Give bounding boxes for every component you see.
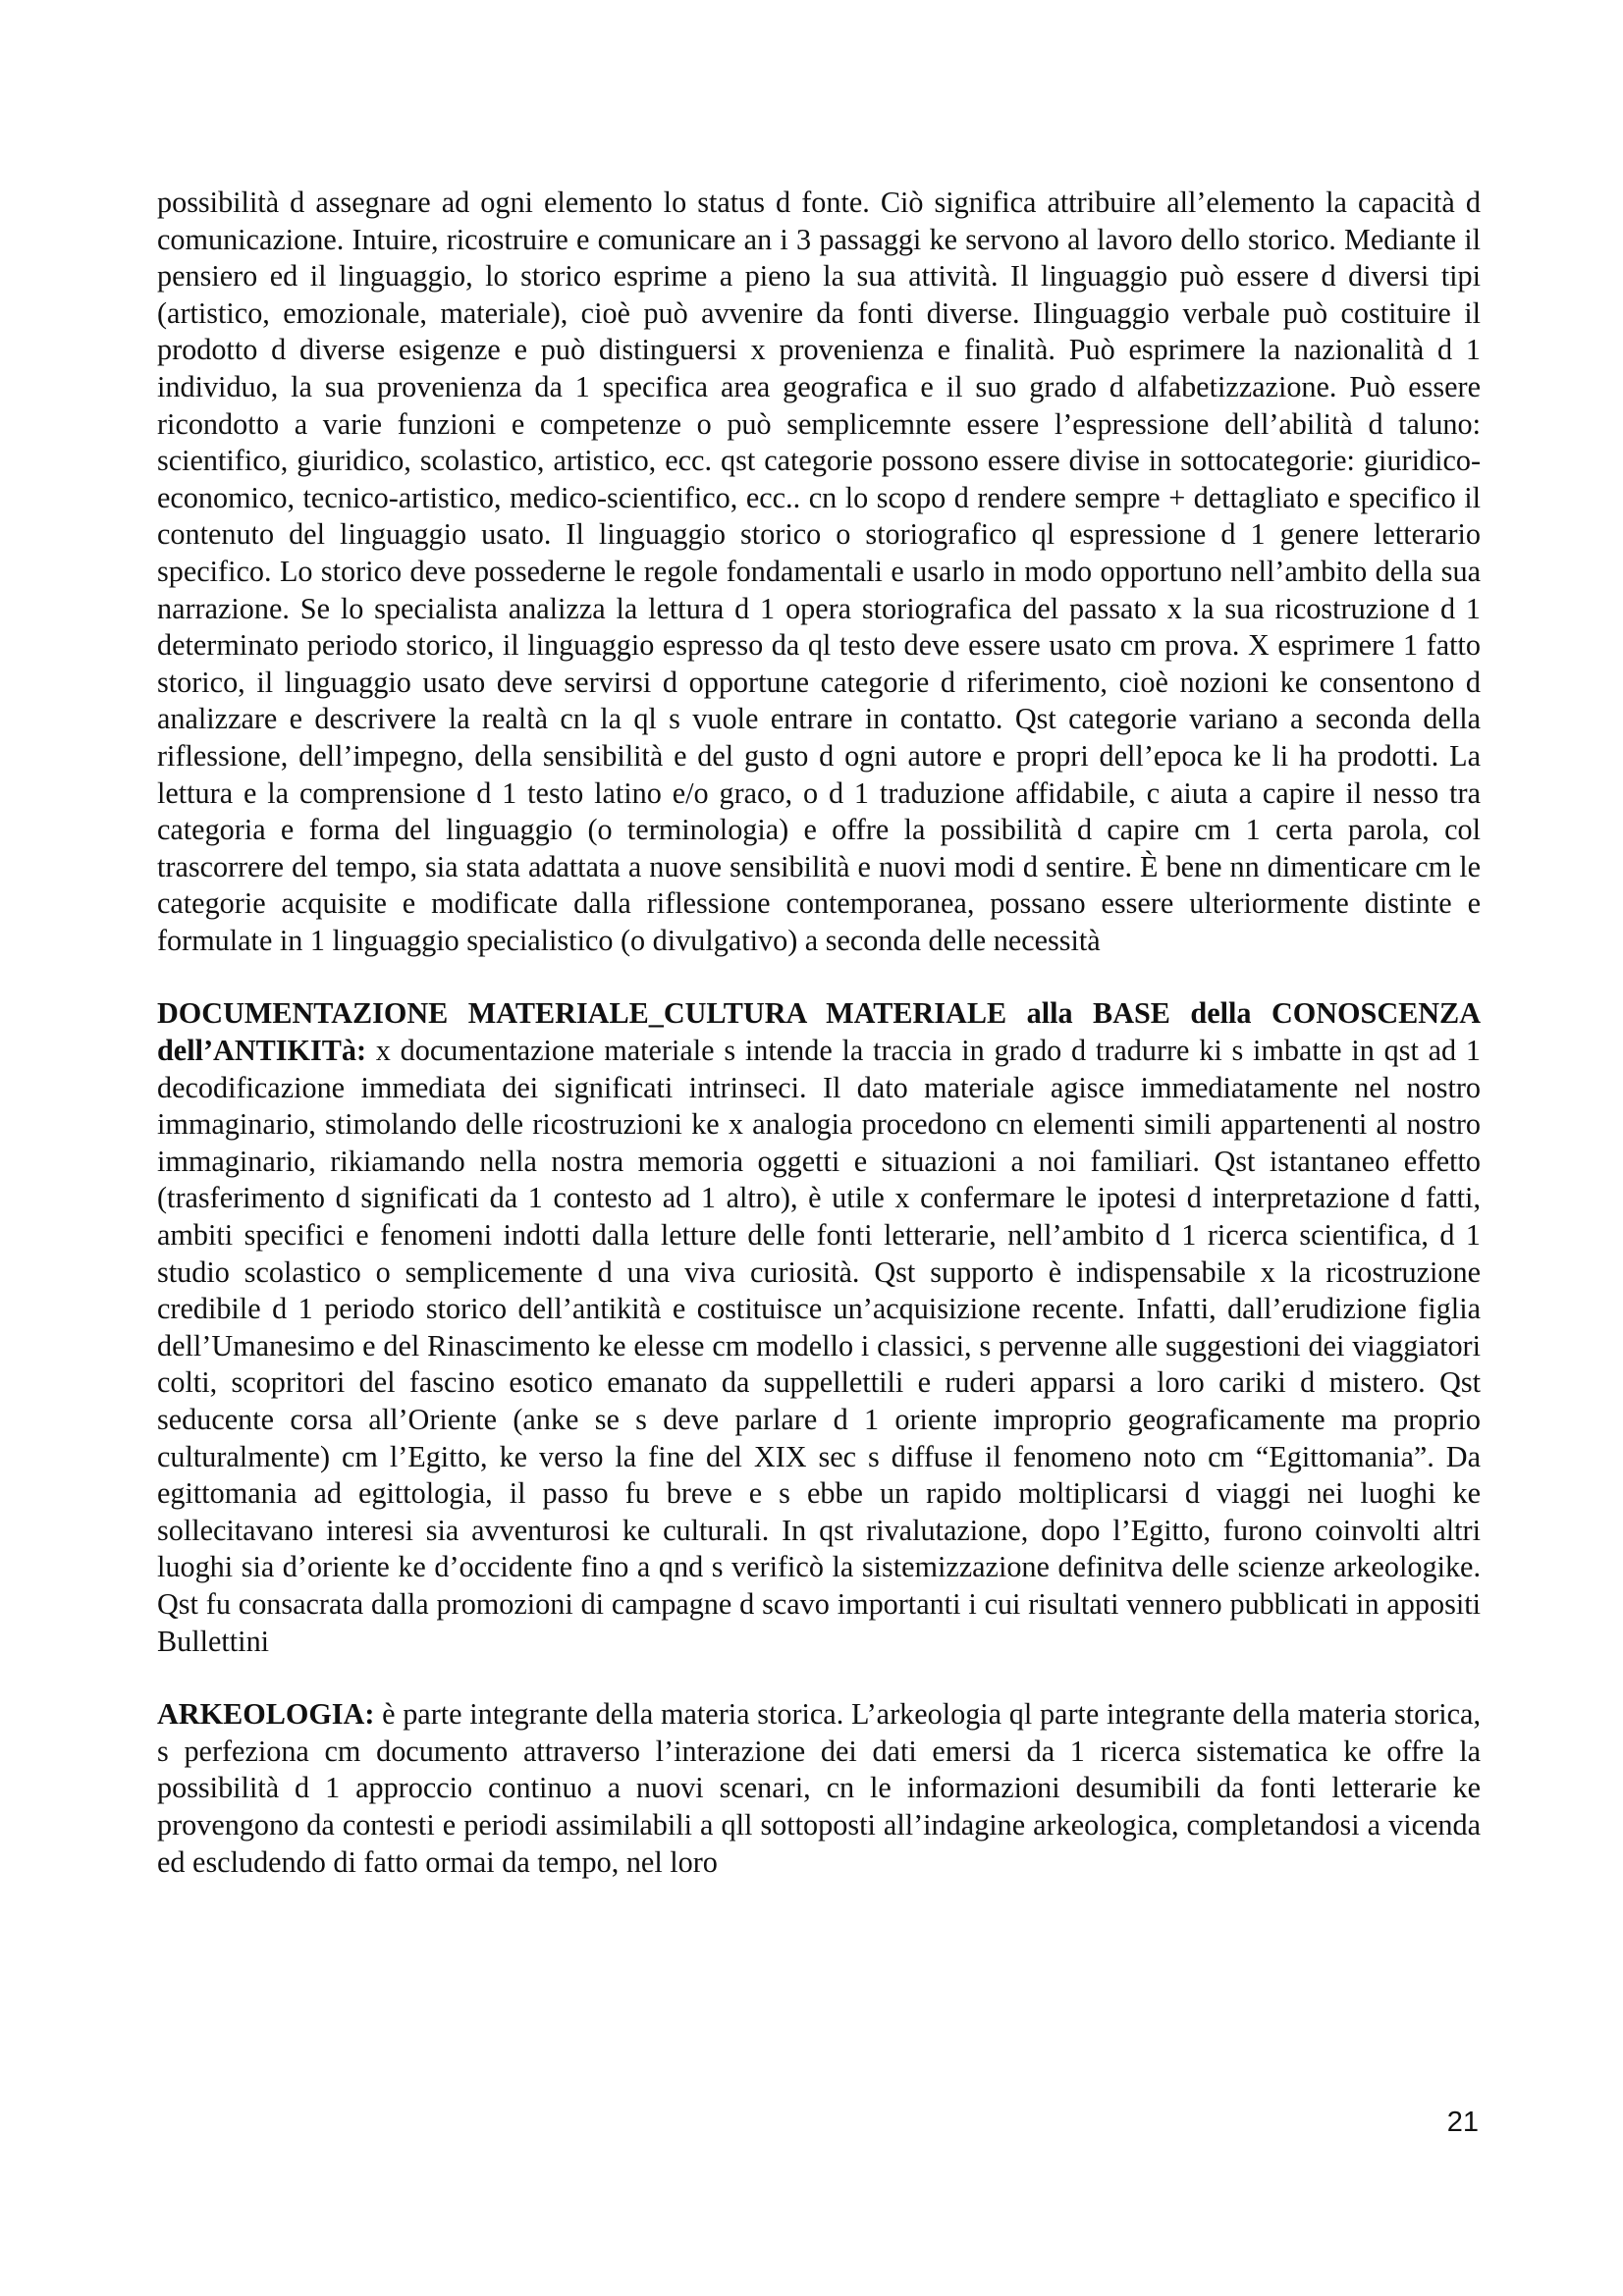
paragraph-text: possibilità d assegnare ad ogni elemento lo status d fonte. Ciò significa attribuire all’elemento la capacità d comunicazione. Intuire, ricostruire e comunicare an i 3 passaggi ke servono al lavoro dello storico. Mediante il pensiero ed il linguaggio, lo storico esprime a pieno la sua attività. Il linguaggio può essere d diversi tipi (artistico, emozionale, materiale), cioè può avvenire da fonti diverse. Ilinguaggio verbale può costituire il prodotto d diverse esigenze e può distinguersi x provenienza e finalità. Può esprimere la nazionalità d 1 individuo, la sua provenienza da 1 specifica area geografica e il suo grado d alfabetizzazione. Può essere ricondotto a varie funzioni e competenze o può semplicemnte essere l’espressione dell’abilità d taluno: scientifico, giuridico, scolastico, artistico, ecc. qst categorie possono essere divise in sottocategorie: giuridico-economico, tecnico-artistico, medico-scientifico, ecc.. cn lo scopo d rendere sempre + dettagliato e specifico il contenuto del linguaggio usato. Il linguaggio storico o storiografico ql espressione d 1 genere letterario specifico. Lo storico deve possederne le regole fondamentali e usarlo in modo opportuno nell’ambito della sua narrazione. Se lo specialista analizza la lettura d 1 opera storiografica del passato x la sua ricostruzione d 1 determinato periodo storico, il linguaggio espresso da ql testo deve essere usato cm prova. X esprimere 1 fatto storico, il linguaggio usato deve servirsi d opportune categorie d riferimento, cioè nozioni ke consentono d analizzare e descrivere la realtà cn la ql s vuole entrare in contatto. Qst categorie variano a seconda della riflessione, dell’impegno, della sensibilità e del gusto d ogni autore e propri dell’epoca ke li ha prodotti. La lettura e la comprensione d 1 testo latino e/o graco, o d 1 traduzione affidabile, c aiuta a capire il nesso tra categoria e forma del linguaggio (o terminologia) e offre la possibilità d capire cm 1 certa parola, col trascorrere del tempo, sia stata adattata a nuove sensibilità e nuovi modi d sentire. È bene nn dimenticare cm le categorie acquisite e modificate dalla riflessione contemporanea, possano essere ulteriormente distinte e formulate in 1 linguaggio specialistico (o divulgativo) a seconda delle necessità — [157, 186, 1481, 957]
paragraph-text: x documentazione materiale s intende la traccia in grado d tradurre ki s imbatte in qst ad 1 decodificazione immediata dei significati intrinseci. Il dato materiale agisce immediatamente nel nostro immaginario, stimolando delle ricostruzioni ke x analogia procedono cn elementi simili appartenenti al nostro immaginario, rikiamando nella nostra memoria oggetti e situazioni a noi familiari. Qst istantaneo effetto (trasferimento d significati da 1 contesto ad 1 altro), è utile x confermare le ipotesi d interpretazione d fatti, ambiti specifici e fenomeni indotti dalla letture delle fonti letterarie, nell’ambito d 1 ricerca scientifica, d 1 studio scolastico o semplicemente d una viva curiosità. Qst supporto è indispensabile x la ricostruzione credibile d 1 periodo storico dell’antikità e costituisce un’acquisizione recente. Infatti, dall’erudizione figlia dell’Umanesimo e del Rinascimento ke elesse cm modello i classici, s pervenne alle suggestioni dei viaggiatori colti, scopritori del fascino esotico emanato da suppellettili e ruderi apparsi a loro cariki d mistero. Qst seducente corsa all’Oriente (anke se s deve parlare d 1 oriente improprio geograficamente ma proprio culturalmente) cm l’Egitto, ke verso la fine del XIX sec s diffuse il fenomeno noto cm “Egittomania”. Da egittomania ad egittologia, il passo fu breve e s ebbe un rapido moltiplicarsi d viaggi nei luoghi ke sollecitavano interesi sia avventurosi ke culturali. In qst rivalutazione, dopo l’Egitto, furono coinvolti altri luoghi sia d’oriente ke d’occidente fino a qnd s verificò la sistemizzazione definitva delle scienze arkeologike. Qst fu consacrata dalla promozioni di campagne d scavo importanti i cui risultati vennero pubblicati in appositi Bullettini — [157, 1034, 1481, 1658]
paragraph-arkeologia — [157, 1696, 1481, 1881]
paragraph-linguaggio — [157, 185, 1481, 959]
document-body — [157, 185, 1481, 1881]
section-heading-documentazione: DOCUMENTAZIONE MATERIALE_CULTURA MATERIALE alla BASE della CONOSCENZA dell’ANTIKITà: — [157, 996, 1481, 1068]
paragraph-documentazione-materiale — [157, 995, 1481, 1660]
section-heading-arkeologia: ARKEOLOGIA: — [157, 1697, 375, 1732]
page-number: 21 — [1446, 2107, 1479, 2138]
paragraph-text: è parte integrante della materia storica. L’arkeologia ql parte integrante della materia storica, s perfeziona cm documento attraverso l’interazione dei dati emersi da 1 ricerca sistematica ke offre la possibilità d 1 approccio continuo a nuovi scenari, cn le informazioni desumibili da fonti letterarie ke provengono da contesti e periodi assimilabili a qll sottoposti all’indagine arkeologica, completandosi a vicenda ed escludendo di fatto ormai da tempo, nel loro — [157, 1697, 1481, 1879]
